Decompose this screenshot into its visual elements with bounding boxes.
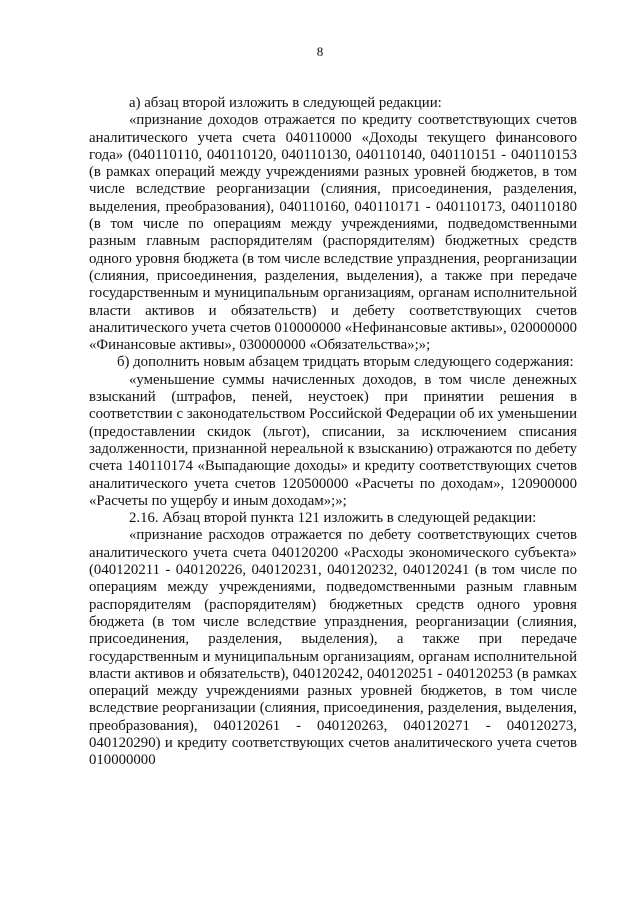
paragraph-expense-recognition: «признание расходов отражается по дебету соответствующих счетов аналитического учета счета 040120200 «Расходы экономического субъекта» (040120211 - 040120226, 040120231, 040120232, 040120241 (в том числе по операциям между учреждениями, подведомственными разным главным распорядителям (распорядителям) бюджетных средств одного уровня бюджета (в том числе вследствие упразднения, реорганизации (слияния, присоединения, разделения, выделения), а также при передаче государственным и муниципальным организациям, органам исполнительной власти активов и обязательств), 040120242, 040120251 - 040120253 (в рамках операций между учреждениями разных уровней бюджетов, в том числе вследствие реорганизации (слияния, присоединения, разделения, выделения, преобразования), 040120261 - 040120263, 040120271 - 040120273, 040120290) и кредиту соответствующих счетов аналитического учета счетов 010000000 — [89, 527, 577, 769]
paragraph-income-reduction: «уменьшение суммы начисленных доходов, в том числе денежных взысканий (штрафов, пеней, неустоек) при принятии решения в соответствии с законодательством Российской Федерации об их уменьшении (предоставлении скидок (льгот), списании, за исключением списания задолженности, признанной нереальной к взысканию) отражаются по дебету счета 140110174 «Выпадающие доходы» и кредиту соответствующих счетов аналитического учета счетов 120500000 «Расчеты по доходам», 120900000 «Расчеты по ущербу и иным доходам»;»; — [89, 371, 577, 509]
page-number: 8 — [316, 44, 324, 59]
document-body — [89, 95, 577, 770]
paragraph-a-intro: а) абзац второй изложить в следующей редакции: — [129, 95, 442, 111]
paragraph-2-16-heading: 2.16. Абзац второй пункта 121 изложить в следующей редакции: — [129, 510, 537, 527]
paragraph-income-recognition: «признание доходов отражается по кредиту соответствующих счетов аналитического учета счета 040110000 «Доходы текущего финансового года» (040110110, 040110120, 040110130, 040110140, 040110151 - 040110153 (в рамках операций между учреждениями разных уровней бюджетов, в том числе вследствие реорганизации (слияния, присоединения, разделения, выделения, преобразования), 040110160, 040110171 - 040110173, 040110180 (в том числе по операциям между учреждениями, подведомственными разным главным распорядителям (распорядителям) бюджетных средств одного уровня бюджета (в том числе вследствие упразднения, реорганизации (слияния, присоединения, разделения, выделения), а также при передаче государственным и муниципальным организациям, органам исполнительной власти активов и обязательств) и дебету соответствующих счетов аналитического учета счетов 010000000 «Нефинансовые активы», 020000000 «Финансовые активы», 030000000 «Обязательства»;»; — [89, 112, 578, 354]
paragraph-b-intro: б) дополнить новым абзацем тридцать вторым следующего содержания: — [117, 354, 574, 371]
